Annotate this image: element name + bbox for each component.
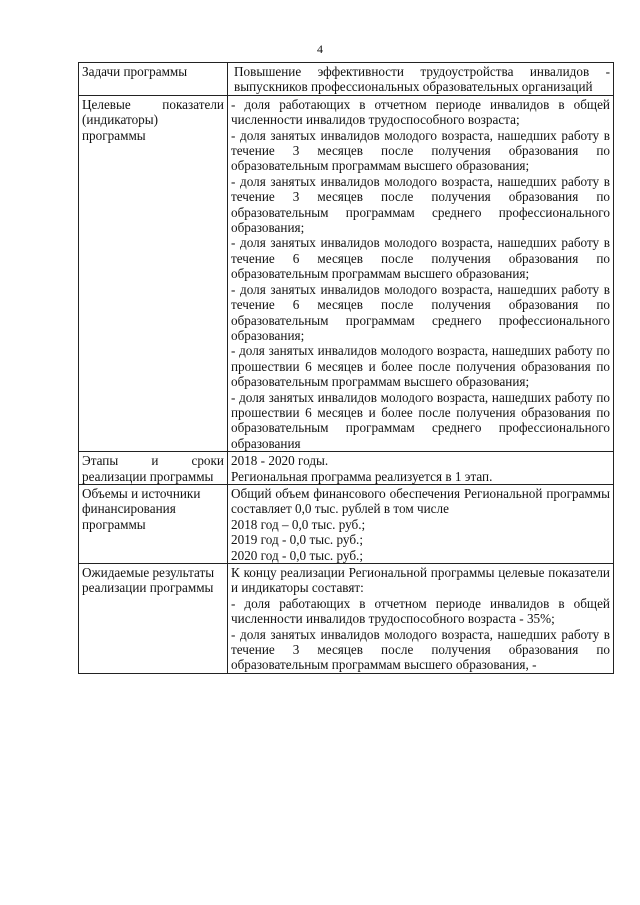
content-line: 2018 - 2020 годы. [231,453,329,469]
program-passport-table [78,62,614,674]
content-line: Общий объем финансового обеспечения Региональной программы составляет 0,0 тыс. рублей в том числе [231,485,610,517]
table-row-results [79,564,614,674]
table-row-tasks [79,63,614,96]
content-line: - доля работающих в отчетном периоде инвалидов в общей численности инвалидов трудоспособного возраста - 35%; [231,595,610,627]
row-label: Этапы и сроки реализации программы [79,452,228,485]
row-content [228,95,614,451]
content-line: К концу реализации Региональной программы целевые показатели и индикаторы составят: [231,565,610,596]
row-content [228,452,614,485]
row-content [228,484,614,563]
content-line: - доля занятых инвалидов молодого возраста, нашедших работу в течение 6 месяцев после получения образования по образовательным программам высшего образования; [231,235,610,282]
content-line: - доля занятых инвалидов молодого возраста, нашедших работу по прошествии 6 месяцев и более после получения образования по образовательным программам высшего образования; [231,343,610,390]
row-label: Целевые показатели (индикаторы) программы [79,95,228,451]
content-line: 2020 год - 0,0 тыс. руб.; [231,547,364,563]
content-line: 2018 год – 0,0 тыс. руб.; [231,516,366,532]
row-content [228,564,614,674]
content-line: - доля занятых инвалидов молодого возраста, нашедших работу в течение 3 месяцев после получения образования по образовательным программам высшего образования; [231,127,610,174]
content-line: - доля занятых инвалидов молодого возраста, нашедших работу в течение 6 месяцев после получения образования по образовательным программам среднего профессионального образования; [231,281,610,343]
content-line: - доля работающих в отчетном периоде инвалидов в общей численности инвалидов трудоспособного возраста; [231,96,610,128]
content-line: Региональная программа реализуется в 1 этап. [231,468,493,484]
table-row-stages [79,452,614,485]
row-label: Ожидаемые результаты реализации программы [79,564,228,674]
row-content [228,63,614,96]
content-line: Повышение эффективности трудоустройства инвалидов - выпускников профессиональных образовательных организаций [234,64,610,95]
table-row-funding [79,484,614,563]
page-number: 4 [317,42,323,56]
content-line: - доля занятых инвалидов молодого возраста, нашедших работу в течение 3 месяцев после получения образования по образовательным программам высшего образования, - [231,626,610,673]
row-label: Объемы и источники финансирования программы [79,484,228,563]
row-label: Задачи программы [79,63,228,96]
content-line: 2019 год - 0,0 тыс. руб.; [231,532,364,548]
content-line: - доля занятых инвалидов молодого возраста, нашедших работу в течение 3 месяцев после получения образования по образовательным программам среднего профессионального образования; [231,173,610,236]
table-row-indicators [79,95,614,451]
content-line: - доля занятых инвалидов молодого возраста, нашедших работу по прошествии 6 месяцев и более после получения образования по образовательным программам среднего профессионального образования [231,389,610,451]
